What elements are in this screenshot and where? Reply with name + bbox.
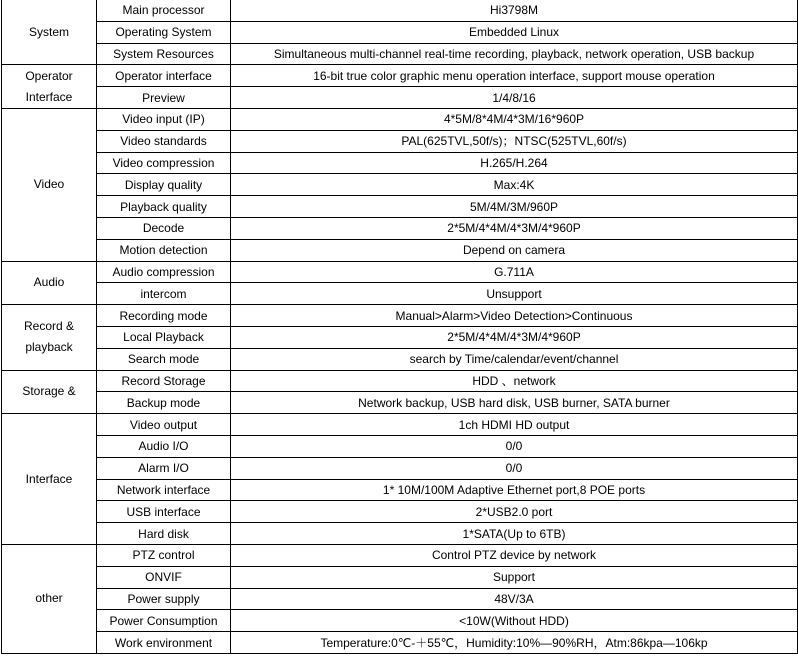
spec-item-label: Video input (IP): [97, 108, 231, 130]
spec-item-value: 2*5M/4*4M/4*3M/4*960P: [231, 326, 798, 348]
spec-item-value: 1ch HDMI HD output: [231, 414, 798, 436]
table-row: [2, 239, 798, 261]
spec-item-value: 0/0: [231, 435, 798, 457]
spec-item-label: Search mode: [97, 348, 231, 370]
spec-item-label: PTZ control: [97, 544, 231, 566]
spec-item-value: Temperature:0℃-＋55℃，Humidity:10%—90%RH，Atm:86kpa—106kp: [231, 632, 798, 654]
table-row: [2, 370, 798, 392]
spec-item-value: Control PTZ device by network: [231, 544, 798, 566]
spec-item-label: Work environment: [97, 632, 231, 654]
table-row: [2, 217, 798, 239]
table-row: [2, 261, 798, 283]
spec-item-value: search by Time/calendar/event/channel: [231, 348, 798, 370]
table-row: [2, 87, 798, 109]
spec-item-value: G.711A: [231, 261, 798, 283]
spec-item-value: Simultaneous multi-channel real-time recording, playback, network operation, USB backup: [231, 43, 798, 65]
table-row: [2, 65, 798, 87]
table-row: [2, 174, 798, 196]
table-row: [2, 632, 798, 654]
spec-item-label: Operator interface: [97, 65, 231, 87]
spec-item-label: Hard disk: [97, 523, 231, 545]
spec-item-label: Recording mode: [97, 305, 231, 327]
spec-item-label: Video compression: [97, 152, 231, 174]
category-audio: Audio: [2, 261, 97, 305]
spec-item-label: Preview: [97, 87, 231, 109]
spec-item-label: Operating System: [97, 21, 231, 43]
spec-item-value: PAL(625TVL,50f/s)；NTSC(525TVL,60f/s): [231, 130, 798, 152]
table-row: [2, 610, 798, 632]
spec-item-label: Display quality: [97, 174, 231, 196]
table-row: [2, 392, 798, 414]
table-row: [2, 588, 798, 610]
table-row: [2, 544, 798, 566]
table-row: [2, 326, 798, 348]
table-row: [2, 414, 798, 436]
table-row: [2, 348, 798, 370]
spec-item-value: Depend on camera: [231, 239, 798, 261]
table-row: [2, 479, 798, 501]
spec-item-label: Playback quality: [97, 196, 231, 218]
spec-item-label: Decode: [97, 217, 231, 239]
table-row: [2, 501, 798, 523]
spec-item-value: 16-bit true color graphic menu operation interface, support mouse operation: [231, 65, 798, 87]
spec-item-value: 1/4/8/16: [231, 87, 798, 109]
spec-item-value: 0/0: [231, 457, 798, 479]
category-storage: Storage &: [2, 370, 97, 414]
table-row: [2, 43, 798, 65]
category-interface: Interface: [2, 414, 97, 545]
category-system: System: [2, 0, 97, 65]
spec-table-body: [2, 0, 798, 653]
spec-item-value: 2*5M/4*4M/4*3M/4*960P: [231, 217, 798, 239]
table-row: [2, 152, 798, 174]
spec-item-label: Motion detection: [97, 239, 231, 261]
spec-item-label: Alarm I/O: [97, 457, 231, 479]
spec-item-label: Backup mode: [97, 392, 231, 414]
table-row: [2, 523, 798, 545]
spec-item-label: System Resources: [97, 43, 231, 65]
table-row: [2, 283, 798, 305]
spec-item-label: Video standards: [97, 130, 231, 152]
spec-item-value: 1*SATA(Up to 6TB): [231, 523, 798, 545]
spec-item-value: 1* 10M/100M Adaptive Ethernet port,8 POE ports: [231, 479, 798, 501]
spec-item-value: Unsupport: [231, 283, 798, 305]
spec-item-value: 2*USB2.0 port: [231, 501, 798, 523]
spec-item-value: Max:4K: [231, 174, 798, 196]
spec-item-value: Network backup, USB hard disk, USB burner, SATA burner: [231, 392, 798, 414]
spec-item-label: Record Storage: [97, 370, 231, 392]
spec-item-label: Audio I/O: [97, 435, 231, 457]
spec-item-value: 5M/4M/3M/960P: [231, 196, 798, 218]
spec-item-value: Support: [231, 566, 798, 588]
spec-item-value: 4*5M/8*4M/4*3M/16*960P: [231, 108, 798, 130]
spec-table: [1, 0, 798, 654]
spec-item-label: Main processor: [97, 0, 231, 21]
spec-item-label: Power supply: [97, 588, 231, 610]
category-record-playback: Record & playback: [2, 305, 97, 370]
spec-item-label: Power Consumption: [97, 610, 231, 632]
spec-item-label: USB interface: [97, 501, 231, 523]
spec-item-label: Video output: [97, 414, 231, 436]
spec-item-value: H.265/H.264: [231, 152, 798, 174]
spec-item-value: 48V/3A: [231, 588, 798, 610]
spec-item-label: Network interface: [97, 479, 231, 501]
table-row: [2, 457, 798, 479]
spec-item-label: Local Playback: [97, 326, 231, 348]
spec-item-value: Hi3798M: [231, 0, 798, 21]
spec-item-label: Audio compression: [97, 261, 231, 283]
table-row: [2, 435, 798, 457]
table-row: [2, 21, 798, 43]
spec-item-value: Manual>Alarm>Video Detection>Continuous: [231, 305, 798, 327]
table-row: [2, 305, 798, 327]
spec-item-value: HDD 、network: [231, 370, 798, 392]
table-row: [2, 130, 798, 152]
category-video: Video: [2, 108, 97, 261]
category-operator-interface: Operator Interface: [2, 65, 97, 109]
table-row: [2, 0, 798, 21]
category-other: other: [2, 544, 97, 653]
table-row: [2, 196, 798, 218]
spec-item-label: ONVIF: [97, 566, 231, 588]
table-row: [2, 566, 798, 588]
spec-item-value: Embedded Linux: [231, 21, 798, 43]
spec-item-label: intercom: [97, 283, 231, 305]
table-row: [2, 108, 798, 130]
spec-item-value: <10W(Without HDD): [231, 610, 798, 632]
